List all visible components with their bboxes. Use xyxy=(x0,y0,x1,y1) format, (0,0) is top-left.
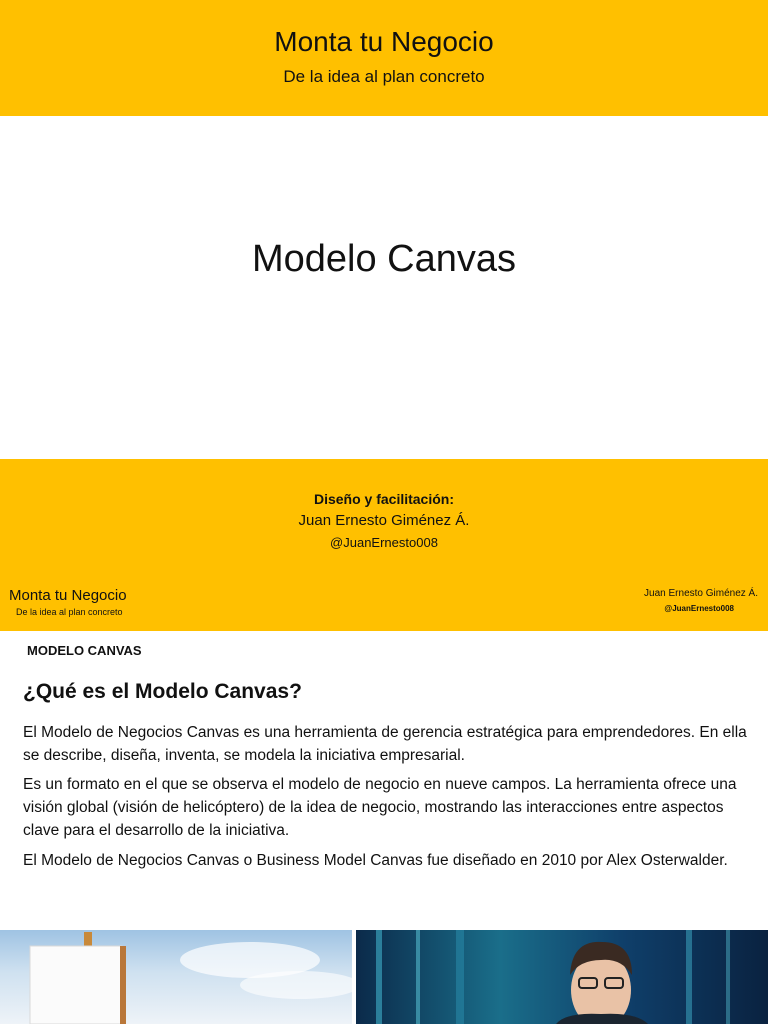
easel-illustration xyxy=(0,930,352,1024)
paragraph-2: Es un formato en el que se observa el modelo de negocio en nueve campos. La herramienta ofrece una visión global (visión de helicóptero) de la idea de negocio, mostrando las interacciones entre aspectos clave para el desarrollo de la iniciativa. xyxy=(23,776,737,839)
header-band xyxy=(0,0,768,116)
question-heading: ¿Qué es el Modelo Canvas? xyxy=(23,680,302,703)
credits-handle: @JuanErnesto008 xyxy=(330,535,438,550)
easel-canvas-image xyxy=(0,930,352,1024)
header-title: Monta tu Negocio xyxy=(274,26,494,57)
footer-left-subtitle: De la idea al plan concreto xyxy=(16,607,123,617)
section-label: MODELO CANVAS xyxy=(27,643,142,658)
speaker-photo xyxy=(356,930,768,1024)
header-subtitle: De la idea al plan concreto xyxy=(283,67,485,86)
paragraph-1: El Modelo de Negocios Canvas es una herramienta de gerencia estratégica para emprendedores. En ella se describe, diseña, inventa, se modela la iniciativa empresarial. xyxy=(23,724,747,764)
paragraph-3: El Modelo de Negocios Canvas o Business Model Canvas fue diseñado en 2010 por Alex Osterwalder. xyxy=(23,852,728,869)
speaker-illustration xyxy=(356,930,768,1024)
credits-band xyxy=(0,459,768,631)
footer-left-title: Monta tu Negocio xyxy=(9,587,127,604)
credits-label: Diseño y facilitación: xyxy=(313,491,455,507)
credits-name: Juan Ernesto Giménez Á. xyxy=(298,512,470,529)
footer-right-handle: @JuanErnesto008 xyxy=(664,604,734,613)
footer-right-name: Juan Ernesto Giménez Á. xyxy=(644,588,758,599)
slide-title: Modelo Canvas xyxy=(251,238,517,280)
